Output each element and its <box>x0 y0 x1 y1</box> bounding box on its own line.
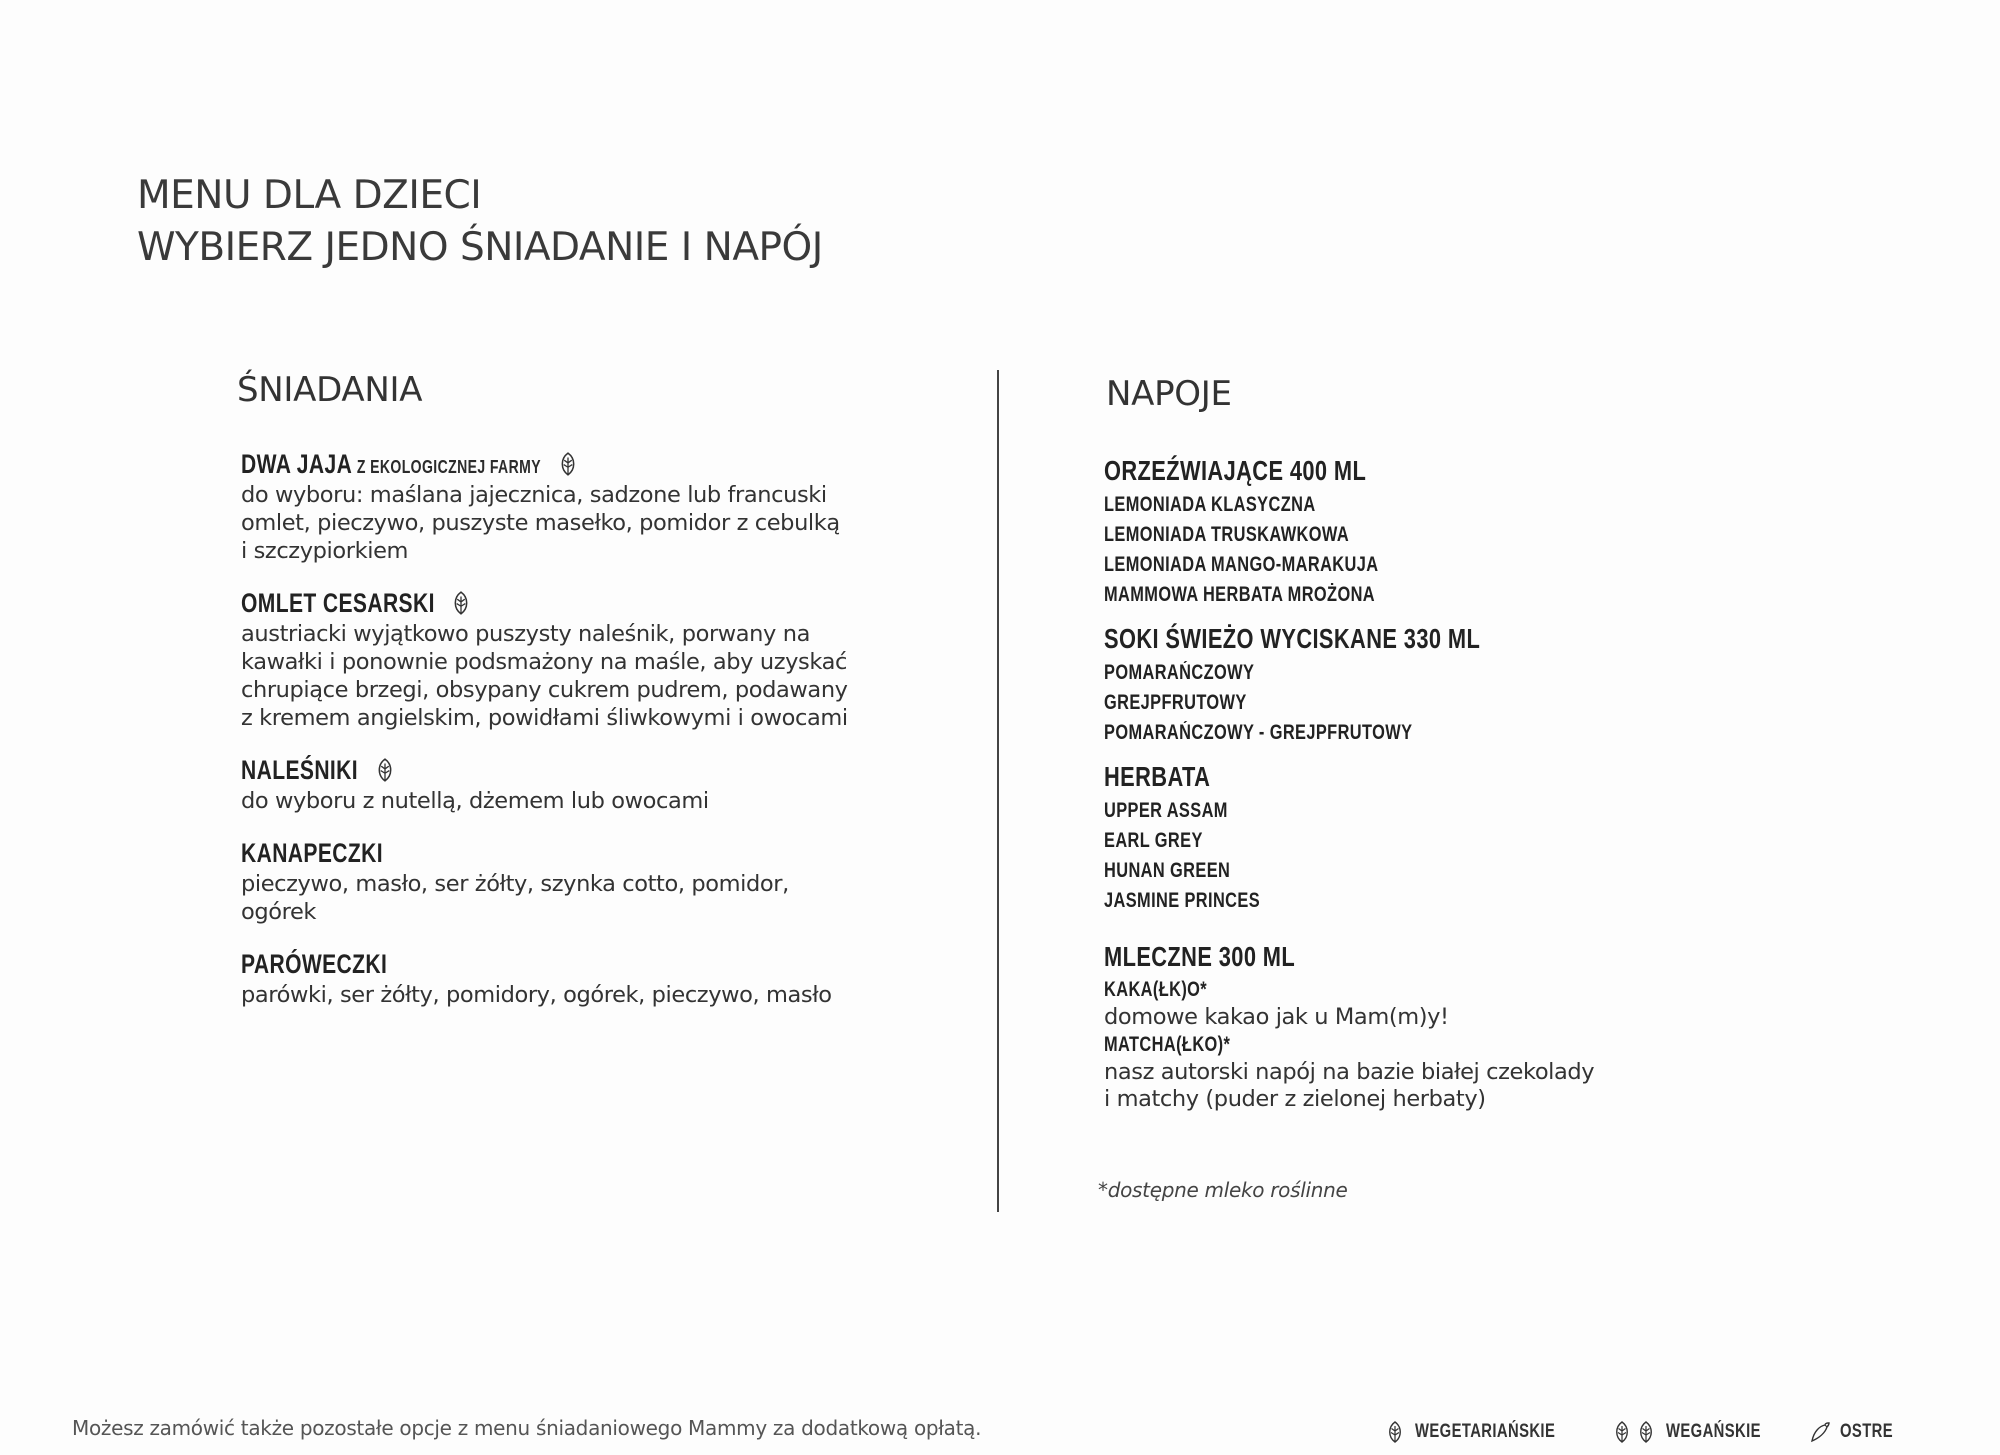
breakfast-item <box>241 836 881 926</box>
extra-options-note: Możesz zamówić także pozostałe opcje z menu śniadaniowego Mammy za dodatkową opłatą. <box>72 1416 982 1440</box>
breakfast-name-sub: Z EKOLOGICZNEJ FARMY <box>356 456 541 477</box>
breakfast-name-row <box>241 947 881 981</box>
description-line: austriacki wyjątkowo puszysty naleśnik, porwany na <box>241 621 810 647</box>
breakfast-name-wrap <box>241 449 541 480</box>
legend-vegan <box>1610 1420 1788 1444</box>
description-line: do wyboru: maślana jajecznica, sadzone lub francuski <box>241 482 827 508</box>
drink-item: POMARAŃCZOWY <box>1104 661 1255 684</box>
vegan-leaf-icon <box>1634 1420 1658 1444</box>
breakfast-item <box>241 586 881 732</box>
legend-spicy-label: OSTRE <box>1840 1421 1894 1442</box>
vegetarian-leaf-icon <box>448 590 474 616</box>
description-line: chrupiące brzegi, obsypany cukrem pudrem, podawany <box>241 677 848 703</box>
description-line: do wyboru z nutellą, dżemem lub owocami <box>241 788 709 814</box>
breakfast-name-row <box>241 836 881 870</box>
drink-item: UPPER ASSAM <box>1104 799 1228 822</box>
description-line: kawałki i ponownie podsmażony na maśle, aby uzyskać <box>241 649 847 675</box>
drink-group <box>1104 620 1804 748</box>
milk-drink-description: nasz autorski napój na bazie białej czekolady <box>1104 1059 1595 1085</box>
column-divider <box>997 370 999 1212</box>
legend-vegan-label: WEGAŃSKIE <box>1666 1421 1761 1442</box>
breakfast-name-row <box>241 447 881 481</box>
breakfast-name: OMLET CESARSKI <box>241 587 435 618</box>
breakfast-name: NALEŚNIKI <box>241 754 359 785</box>
drink-group-name: HERBATA <box>1104 761 1211 792</box>
breakfast-name-row <box>241 753 881 787</box>
drink-item: POMARAŃCZOWY - GREJPFRUTOWY <box>1104 721 1413 744</box>
breakfast-description <box>241 981 881 1009</box>
legend-vegetarian-label: WEGETARIAŃSKIE <box>1415 1421 1556 1442</box>
group-spacer <box>1104 926 1804 938</box>
milk-drink-description: domowe kakao jak u Mam(m)y! <box>1104 1004 1449 1030</box>
breakfast-name: PARÓWECZKI <box>241 948 388 979</box>
drink-item: HUNAN GREEN <box>1104 859 1231 882</box>
breakfast-list <box>241 447 881 1030</box>
breakfast-description <box>241 481 881 565</box>
breakfast-item <box>241 753 881 815</box>
drink-group <box>1104 452 1804 610</box>
milk-drink-name: KAKA(ŁK)O* <box>1104 978 1208 1001</box>
drinks-heading: NAPOJE <box>1106 374 1232 414</box>
menu-title <box>137 170 823 274</box>
drink-item: LEMONIADA MANGO-MARAKUJA <box>1104 553 1379 576</box>
description-line: i szczypiorkiem <box>241 538 409 564</box>
milk-drink-name: MATCHA(ŁKO)* <box>1104 1033 1231 1056</box>
breakfast-name: KANAPECZKI <box>241 837 383 868</box>
drink-group-name: MLECZNE 300 ML <box>1104 941 1296 972</box>
vegetarian-leaf-icon <box>555 451 581 477</box>
vegetarian-leaf-icon <box>372 757 398 783</box>
breakfast-name-wrap <box>241 949 387 980</box>
title-line-1: MENU DLA DZIECI <box>137 173 482 218</box>
drink-item: MAMMOWA HERBATA MROŻONA <box>1104 583 1376 606</box>
drinks-list <box>1104 452 1804 1123</box>
breakfast-item <box>241 947 881 1009</box>
breakfast-description <box>241 870 881 926</box>
breakfast-item <box>241 447 881 565</box>
description-line: omlet, pieczywo, puszyste masełko, pomidor z cebulką <box>241 510 840 536</box>
drink-group-name: ORZEŹWIAJĄCE 400 ML <box>1104 455 1367 486</box>
breakfast-name-wrap <box>241 838 383 869</box>
drink-group-milk <box>1104 938 1804 1113</box>
description-line: ogórek <box>241 899 317 925</box>
drink-item: LEMONIADA TRUSKAWKOWA <box>1104 523 1350 546</box>
description-line: z kremem angielskim, powidłami śliwkowymi i owocami <box>241 705 848 731</box>
breakfast-name-wrap <box>241 755 358 786</box>
vegan-leaf-icon <box>1610 1420 1634 1444</box>
description-line: parówki, ser żółty, pomidory, ogórek, pieczywo, masło <box>241 982 832 1008</box>
breakfast-heading: ŚNIADANIA <box>237 370 423 410</box>
breakfast-description <box>241 620 881 732</box>
breakfast-name-row <box>241 586 881 620</box>
drink-item: GREJPFRUTOWY <box>1104 691 1247 714</box>
description-line: pieczywo, masło, ser żółty, szynka cotto, pomidor, <box>241 871 789 897</box>
breakfast-name: DWA JAJA <box>241 448 353 479</box>
plant-milk-footnote: *dostępne mleko roślinne <box>1098 1178 1348 1202</box>
title-line-2: WYBIERZ JEDNO ŚNIADANIE I NAPÓJ <box>137 225 823 270</box>
legend-vegetarian <box>1383 1420 1595 1444</box>
drink-group-name: SOKI ŚWIEŻO WYCISKANE 330 ML <box>1104 623 1481 654</box>
drink-item: LEMONIADA KLASYCZNA <box>1104 493 1316 516</box>
milk-drink-description: i matchy (puder z zielonej herbaty) <box>1104 1086 1486 1112</box>
drink-item: JASMINE PRINCES <box>1104 889 1261 912</box>
legend-spicy <box>1808 1420 1908 1444</box>
breakfast-name-wrap <box>241 588 435 619</box>
breakfast-description <box>241 787 881 815</box>
drink-item: EARL GREY <box>1104 829 1203 852</box>
chili-pepper-icon <box>1808 1420 1832 1444</box>
vegetarian-leaf-icon <box>1383 1420 1407 1444</box>
drink-group <box>1104 758 1804 916</box>
